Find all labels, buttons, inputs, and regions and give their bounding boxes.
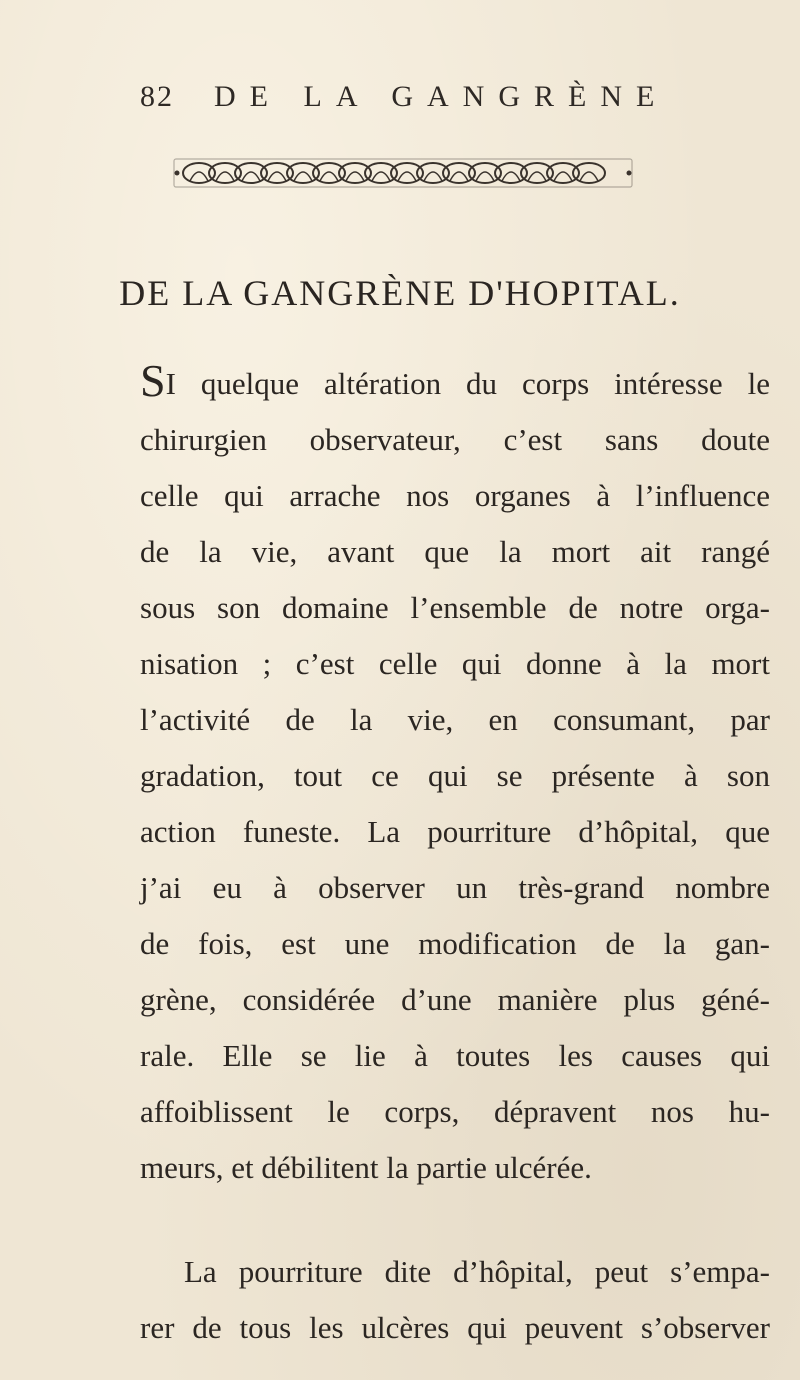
text-line: action funeste. La pourriture d’hôpital, que — [140, 814, 770, 849]
page-number: 82 — [140, 80, 174, 113]
ornament-curl — [476, 172, 494, 181]
text-line: meurs, et débilitent la partie ulcérée. — [140, 1150, 592, 1185]
text-line: de fois, est une modification de la gan- — [140, 926, 770, 961]
ornament-curl — [372, 172, 390, 181]
text-line: rer de tous les ulcères qui peuvent s’observer — [140, 1310, 770, 1345]
text-line: grène, considérée d’une manière plus géné- — [140, 982, 770, 1017]
drop-cap: S — [140, 355, 166, 406]
text-line: nisation ; c’est celle qui donne à la mort — [140, 646, 770, 681]
text-line: celle qui arrache nos organes à l’influence — [140, 478, 770, 513]
ornament-link — [391, 163, 423, 183]
text-line: affoiblissent le corps, dépravent nos hu- — [140, 1094, 770, 1129]
ornament-link — [209, 163, 241, 183]
ornament-link — [365, 163, 397, 183]
ornament-curl — [554, 172, 572, 181]
ornament-curl — [502, 172, 520, 181]
text-line: gradation, tout ce qui se présente à son — [140, 758, 770, 793]
decorative-band — [172, 155, 634, 191]
ornament-link — [235, 163, 267, 183]
text-line: j’ai eu à observer un très-grand nombre — [140, 870, 770, 905]
text-line: l’activité de la vie, en consumant, par — [140, 702, 770, 737]
text-line: La pourriture dite d’hôpital, peut s’empa- — [184, 1254, 770, 1289]
ornament-curl — [580, 172, 598, 181]
ornament-link — [521, 163, 553, 183]
running-title: DE LA GANGRÈNE — [214, 80, 669, 113]
ornament-curl — [216, 172, 234, 181]
ornament-link — [469, 163, 501, 183]
ornament-link — [287, 163, 319, 183]
text-line: sous son domaine l’ensemble de notre orga- — [140, 590, 770, 625]
ornament-curl — [242, 172, 260, 181]
ornament-link — [573, 163, 605, 183]
ornament-link — [417, 163, 449, 183]
ornament-curl — [268, 172, 286, 181]
paragraph-2 — [140, 1244, 770, 1356]
text-line: de la vie, avant que la mort ait rangé — [140, 534, 770, 569]
ornament-curl — [346, 172, 364, 181]
ornament-link — [495, 163, 527, 183]
ornament-curl — [528, 172, 546, 181]
text-line: rale. Elle se lie à toutes les causes qui — [140, 1038, 770, 1073]
ornament-curl — [294, 172, 312, 181]
ornament-link — [313, 163, 345, 183]
ornament-curl — [424, 172, 442, 181]
ornament-curl — [450, 172, 468, 181]
ornament-curl — [398, 172, 416, 181]
chapter-title: DE LA GANGRÈNE D'HOPITAL. — [119, 273, 681, 313]
ornament-link — [547, 163, 579, 183]
ornament-link — [339, 163, 371, 183]
text-line — [140, 356, 770, 412]
ornament-curl — [320, 172, 338, 181]
ornament-link — [261, 163, 293, 183]
text-line-content: I quelque altération du corps intéresse le — [165, 366, 770, 401]
ornament-curl — [190, 172, 208, 181]
paragraph-1 — [140, 356, 770, 1196]
ornament-link — [183, 163, 215, 183]
running-head — [140, 80, 668, 114]
text-line: chirurgien observateur, c’est sans doute — [140, 422, 770, 457]
ornament-link — [443, 163, 475, 183]
body-text — [140, 356, 770, 1356]
